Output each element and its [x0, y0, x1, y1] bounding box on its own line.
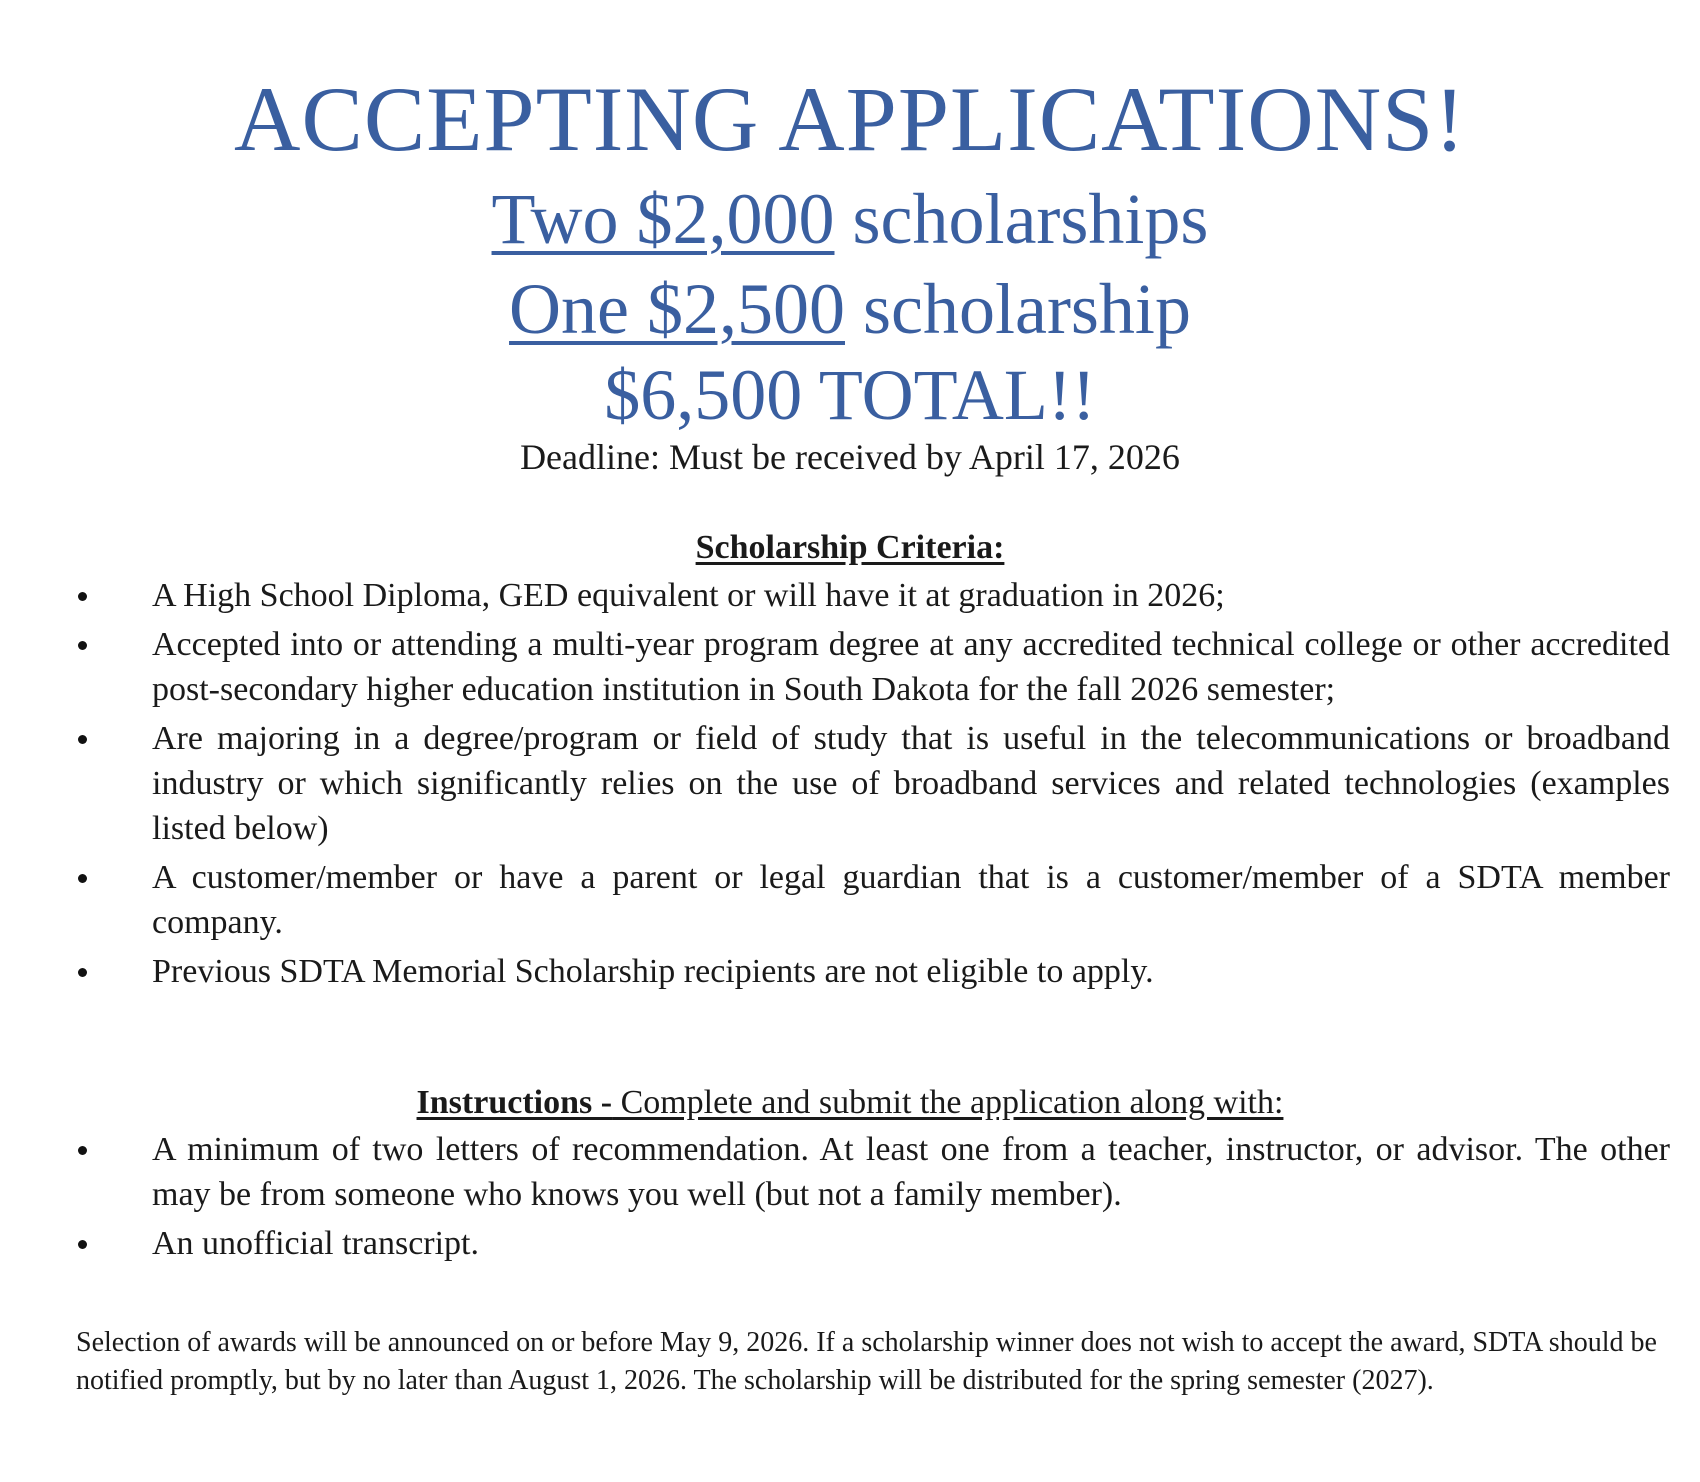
bullet-icon — [78, 592, 87, 601]
criteria-item — [70, 949, 1670, 994]
award-line-two-2000 — [0, 176, 1700, 262]
award-line-one-2500-amount: One $2,500 — [509, 269, 845, 349]
criteria-item — [70, 573, 1670, 618]
deadline: Deadline: Must be received by April 17, 2026 — [520, 437, 1180, 477]
instructions-item-text: An unofficial transcript. — [152, 1225, 480, 1262]
instructions-heading — [0, 1082, 1700, 1124]
instructions-item — [70, 1127, 1670, 1217]
criteria-item — [70, 622, 1670, 712]
bullet-icon — [78, 968, 87, 977]
criteria-heading-text: Scholarship Criteria: — [695, 529, 1005, 566]
bullet-icon — [78, 1240, 87, 1249]
criteria-item-text: Accepted into or attending a multi-year program degree at any accredited technical college or other accredited post-secondary higher education institution in South Dakota for the fall 2026 semester; — [152, 626, 1670, 708]
award-line-one-2500 — [0, 266, 1700, 352]
bullet-icon — [78, 874, 87, 883]
award-line-one-2500-text: scholarship — [845, 269, 1191, 349]
headline: ACCEPTING APPLICATIONS! — [234, 68, 1466, 170]
criteria-heading — [0, 527, 1700, 569]
criteria-item-text: A High School Diploma, GED equivalent or will have it at graduation in 2026; — [152, 577, 1225, 614]
award-total: $6,500 TOTAL!! — [604, 355, 1096, 435]
criteria-item-text: A customer/member or have a parent or legal guardian that is a customer/member of a SDTA member company. — [152, 859, 1670, 941]
criteria-item — [70, 716, 1670, 851]
award-line-two-2000-amount: Two $2,000 — [491, 179, 835, 259]
instructions-heading-text: Complete and submit the application along with: — [612, 1084, 1284, 1121]
criteria-item-text: Previous SDTA Memorial Scholarship recipients are not eligible to apply. — [152, 953, 1154, 990]
criteria-item-text: Are majoring in a degree/program or field of study that is useful in the telecommunications or broadband industry or which significantly relies on the use of broadband services and related technologies (examples listed below) — [152, 720, 1670, 847]
criteria-item — [70, 855, 1670, 945]
bullet-icon — [78, 641, 87, 650]
instructions-list — [70, 1127, 1670, 1270]
criteria-list — [70, 573, 1670, 998]
instructions-item — [70, 1221, 1670, 1266]
bullet-icon — [78, 1146, 87, 1155]
footer-note: Selection of awards will be announced on or before May 9, 2026. If a scholarship winner does not wish to accept the award, SDTA should be notified promptly, but by no later than August 1, 2026. The scholarship will be distributed for the spring semester (2027). — [76, 1327, 1657, 1396]
bullet-icon — [78, 735, 87, 744]
award-line-two-2000-text: scholarships — [834, 179, 1209, 259]
instructions-item-text: A minimum of two letters of recommendation. At least one from a teacher, instructor, or advisor. The other may be from someone who knows you well (but not a family member). — [152, 1131, 1670, 1213]
instructions-heading-bold: Instructions - — [416, 1084, 613, 1121]
